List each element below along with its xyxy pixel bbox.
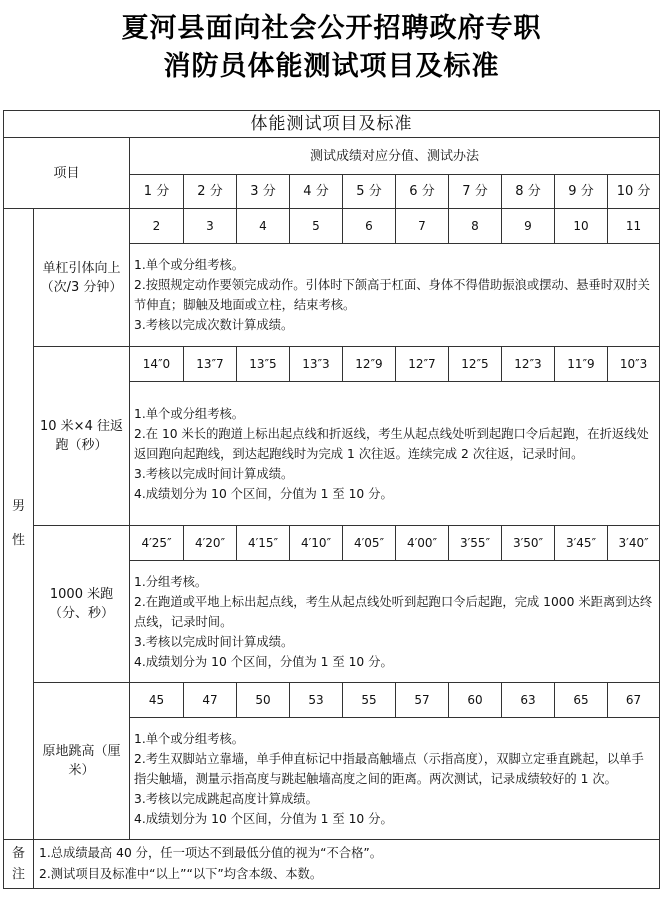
score-value: 11″9 [555, 347, 608, 382]
score-value: 6 [343, 209, 396, 244]
point-header: 4 分 [290, 175, 343, 209]
item-name-standing-jump: 原地跳高（厘米） [34, 683, 130, 840]
item-name-1000m-run: 1000 米跑（分、秒） [34, 526, 130, 683]
score-value: 60 [449, 683, 502, 718]
score-value: 2 [130, 209, 184, 244]
point-header: 9 分 [555, 175, 608, 209]
point-header: 1 分 [130, 175, 184, 209]
method-pullups [130, 244, 660, 347]
point-header: 10 分 [608, 175, 660, 209]
point-header: 6 分 [396, 175, 449, 209]
score-value: 10″3 [608, 347, 660, 382]
score-value: 11 [608, 209, 660, 244]
table-title: 体能测试项目及标准 [4, 111, 660, 138]
score-value: 8 [449, 209, 502, 244]
document-title-line2: 消防员体能测试项目及标准 [163, 51, 500, 82]
method-line: 1.单个或分组考核。 [134, 731, 245, 746]
method-standing-jump [130, 718, 660, 840]
method-line: 3.考核以完成时间计算成绩。 [134, 634, 294, 649]
notes-label-char: 注 [11, 867, 25, 882]
point-header: 3 分 [237, 175, 290, 209]
score-value: 4′00″ [396, 526, 449, 561]
method-line: 4.成绩划分为 10 个区间，分值为 1 至 10 分。 [134, 811, 393, 826]
score-value: 13″3 [290, 347, 343, 382]
score-value: 13″7 [184, 347, 237, 382]
method-line: 3.考核以完成跳起高度计算成绩。 [134, 791, 318, 806]
score-value: 12″5 [449, 347, 502, 382]
score-value: 13″5 [237, 347, 290, 382]
method-line: 2.按照规定动作要领完成动作。引体时下颌高于杠面、身体不得借助振浪或摆动、悬垂时双肘关节伸直；脚触及地面或立柱，结束考核。 [134, 278, 650, 312]
fitness-standards-table [3, 110, 660, 889]
score-value: 4′05″ [343, 526, 396, 561]
score-value: 3′50″ [502, 526, 555, 561]
note-line: 1.总成绩最高 40 分，任一项达不到最低分值的视为“不合格”。 [39, 846, 383, 860]
score-value: 45 [130, 683, 184, 718]
item-name-pullups: 单杠引体向上（次/3 分钟） [34, 209, 130, 347]
method-line: 3.考核以完成时间计算成绩。 [134, 466, 294, 481]
method-line: 2.在 10 米长的跑道上标出起点线和折返线，考生从起点线处听到起跑口令后起跑，在折返线处返回跑向起跑线，到达起跑线时为完成 1 次往返。连续完成 2 次往返，记录时间。 [134, 426, 649, 461]
score-value: 53 [290, 683, 343, 718]
item-name-shuttle-run: 10 米×4 往返跑（秒） [34, 347, 130, 526]
score-value: 7 [396, 209, 449, 244]
score-value: 57 [396, 683, 449, 718]
point-header: 8 分 [502, 175, 555, 209]
note-line: 2.测试项目及标准中“以上”“以下”均含本级、本数。 [39, 867, 323, 881]
score-value: 67 [608, 683, 660, 718]
point-header: 5 分 [343, 175, 396, 209]
score-value: 63 [502, 683, 555, 718]
score-value: 3 [184, 209, 237, 244]
score-value: 65 [555, 683, 608, 718]
score-value: 14″0 [130, 347, 184, 382]
method-line: 2.考生双脚站立靠墙，单手伸直标记中指最高触墙点（示指高度），双脚立定垂直跳起，以单手指尖触墙，测量示指高度与跳起触墙高度之间的距离。两次测试，记录成绩较好的 1 次。 [134, 751, 644, 786]
score-value: 4′20″ [184, 526, 237, 561]
score-value: 4′25″ [130, 526, 184, 561]
score-value: 5 [290, 209, 343, 244]
notes-content [34, 840, 660, 889]
score-value: 4′15″ [237, 526, 290, 561]
method-shuttle-run [130, 382, 660, 526]
score-value: 3′40″ [608, 526, 660, 561]
point-header: 2 分 [184, 175, 237, 209]
method-line: 1.分组考核。 [134, 574, 208, 589]
score-value: 4 [237, 209, 290, 244]
method-1000m-run [130, 561, 660, 683]
gender-char: 性 [11, 533, 25, 548]
gender-cell [4, 209, 34, 840]
method-line: 4.成绩划分为 10 个区间，分值为 1 至 10 分。 [134, 486, 393, 501]
method-line: 3.考核以完成次数计算成绩。 [134, 318, 294, 332]
scores-header: 测试成绩对应分值、测试办法 [130, 138, 660, 175]
score-value: 12″7 [396, 347, 449, 382]
method-line: 1.单个或分组考核。 [134, 406, 245, 421]
method-line: 1.单个或分组考核。 [134, 258, 245, 272]
score-value: 9 [502, 209, 555, 244]
score-value: 50 [237, 683, 290, 718]
score-value: 10 [555, 209, 608, 244]
method-line: 2.在跑道或平地上标出起点线，考生从起点线处听到起跑口令后起跑，完成 1000 米距离到达终点线，记录时间。 [134, 594, 653, 629]
method-line: 4.成绩划分为 10 个区间，分值为 1 至 10 分。 [134, 654, 393, 669]
document-title-line1: 夏河县面向社会公开招聘政府专职 [121, 13, 542, 44]
score-value: 55 [343, 683, 396, 718]
item-header: 项目 [4, 138, 130, 209]
point-header: 7 分 [449, 175, 502, 209]
notes-label [4, 840, 34, 889]
gender-char: 男 [11, 499, 25, 514]
score-value: 3′55″ [449, 526, 502, 561]
score-value: 4′10″ [290, 526, 343, 561]
score-value: 47 [184, 683, 237, 718]
score-value: 12″9 [343, 347, 396, 382]
notes-label-char: 备 [11, 846, 25, 861]
score-value: 3′45″ [555, 526, 608, 561]
score-value: 12″3 [502, 347, 555, 382]
